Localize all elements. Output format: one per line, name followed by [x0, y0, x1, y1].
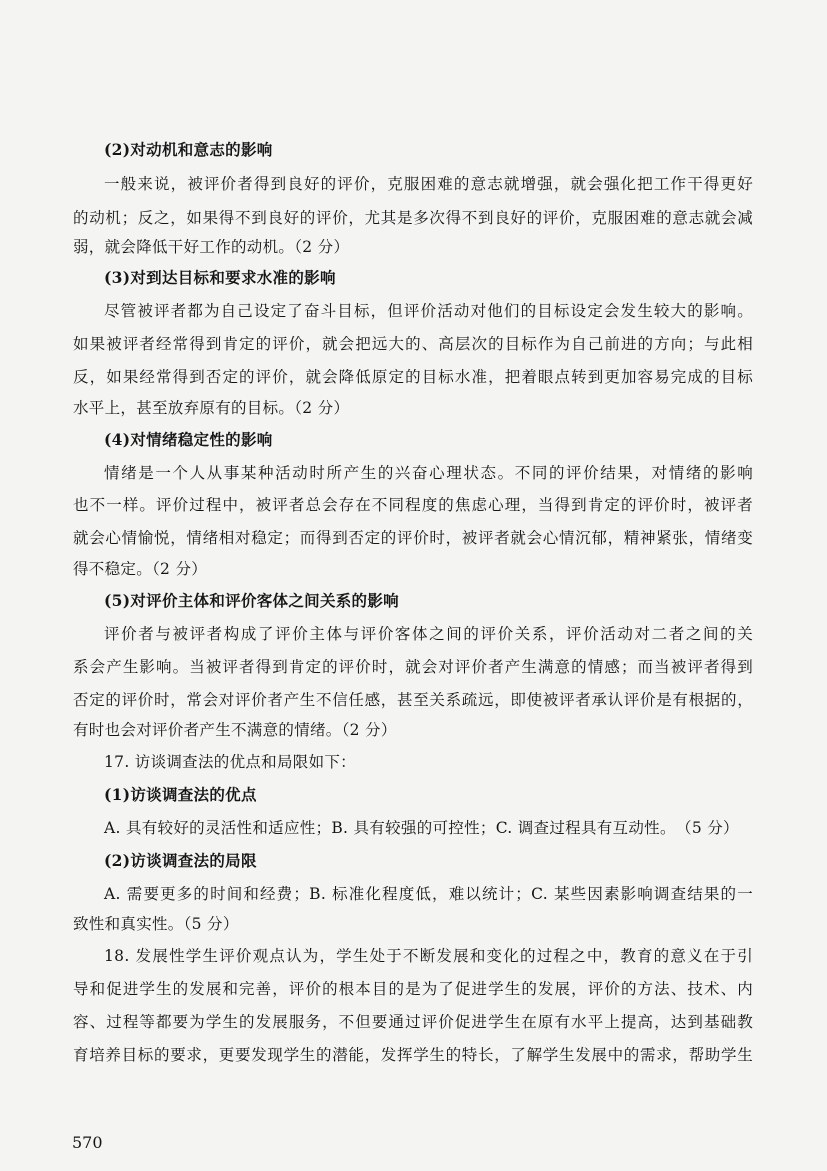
paragraph-line: 反，如果经常得到否定的评价，就会降低原定的目标水准，把着眼点转到更加容易完成的目标: [73, 368, 753, 386]
paragraph-line: 系会产生影响。当被评者得到肯定的评价时，就会对评价者产生满意的情感；而当被评者得到: [73, 658, 753, 676]
heading-motivation-will: (2)对动机和意志的影响: [104, 140, 273, 159]
paragraph-line: 一般来说，被评价者得到良好的评价，克服困难的意志就增强，就会强化把工作干得更好: [104, 175, 753, 193]
paragraph-line: 如果被评者经常得到肯定的评价，就会把远大的、高层次的目标作为自己前进的方向；与此相: [73, 335, 753, 353]
paragraph-line: 导和促进学生的发展和完善，评价的根本目的是为了促进学生的发展，评价的方法、技术、内: [73, 980, 753, 998]
paragraph-line: 致性和真实性。（5 分）: [73, 915, 239, 933]
heading-subject-object-relation: (5)对评价主体和评价客体之间关系的影响: [104, 591, 399, 610]
paragraph-line: A. 具有较好的灵活性和适应性；B. 具有较强的可控性；C. 调查过程具有互动性。 （5 分）: [104, 819, 739, 837]
heading-goal-level: (3)对到达目标和要求水准的影响: [104, 268, 336, 287]
question-17-heading: 17. 访谈调查法的优点和局限如下：: [104, 753, 356, 771]
paragraph-line: 育培养目标的要求，更要发现学生的潜能，发挥学生的特长，了解学生发展中的需求，帮助学生: [73, 1046, 753, 1064]
paragraph-line: 尽管被评者都为自己设定了奋斗目标，但评价活动对他们的目标设定会发生较大的影响。: [104, 302, 753, 320]
question-18-line: 18. 发展性学生评价观点认为，学生处于不断发展和变化的过程之中，教育的意义在于引: [104, 947, 753, 965]
heading-interview-advantages: (1)访谈调查法的优点: [104, 785, 257, 804]
paragraph-line: 容、过程等都要为学生的发展服务，不但要通过评价促进学生在原有水平上提高，达到基础教: [73, 1013, 753, 1031]
paragraph-line: 评价者与被评者构成了评价主体与评价客体之间的评价关系，评价活动对二者之间的关: [104, 625, 753, 643]
paragraph-line: 有时也会对评价者产生不满意的情绪。（2 分）: [73, 721, 397, 739]
paragraph-line: 的动机；反之，如果得不到良好的评价，尤其是多次得不到良好的评价，克服困难的意志就会减: [73, 209, 753, 227]
paragraph-line: 弱，就会降低干好工作的动机。（2 分）: [73, 238, 350, 256]
paragraph-line: 得不稳定。（2 分）: [73, 560, 208, 578]
page-number: 570: [72, 1133, 103, 1152]
heading-emotion-stability: (4)对情绪稳定性的影响: [104, 430, 273, 449]
paragraph-line: 水平上，甚至放弃原有的目标。（2 分）: [73, 399, 350, 417]
paragraph-line: 情绪是一个人从事某种活动时所产生的兴奋心理状态。不同的评价结果，对情绪的影响: [104, 464, 753, 482]
paragraph-line: 也不一样。评价过程中，被评者总会存在不同程度的焦虑心理，当得到肯定的评价时，被评者: [73, 496, 753, 514]
heading-interview-limitations: (2)访谈调查法的局限: [104, 851, 257, 870]
paragraph-line: A. 需要更多的时间和经费；B. 标准化程度低，难以统计；C. 某些因素影响调查结果的一: [104, 885, 753, 903]
paragraph-line: 就会心情愉悦，情绪相对稳定；而得到否定的评价时，被评者就会心情沉郁，精神紧张，情绪变: [73, 529, 753, 547]
paragraph-line: 否定的评价时，常会对评价者产生不信任感，甚至关系疏远，即使被评者承认评价是有根据的，: [73, 691, 753, 709]
